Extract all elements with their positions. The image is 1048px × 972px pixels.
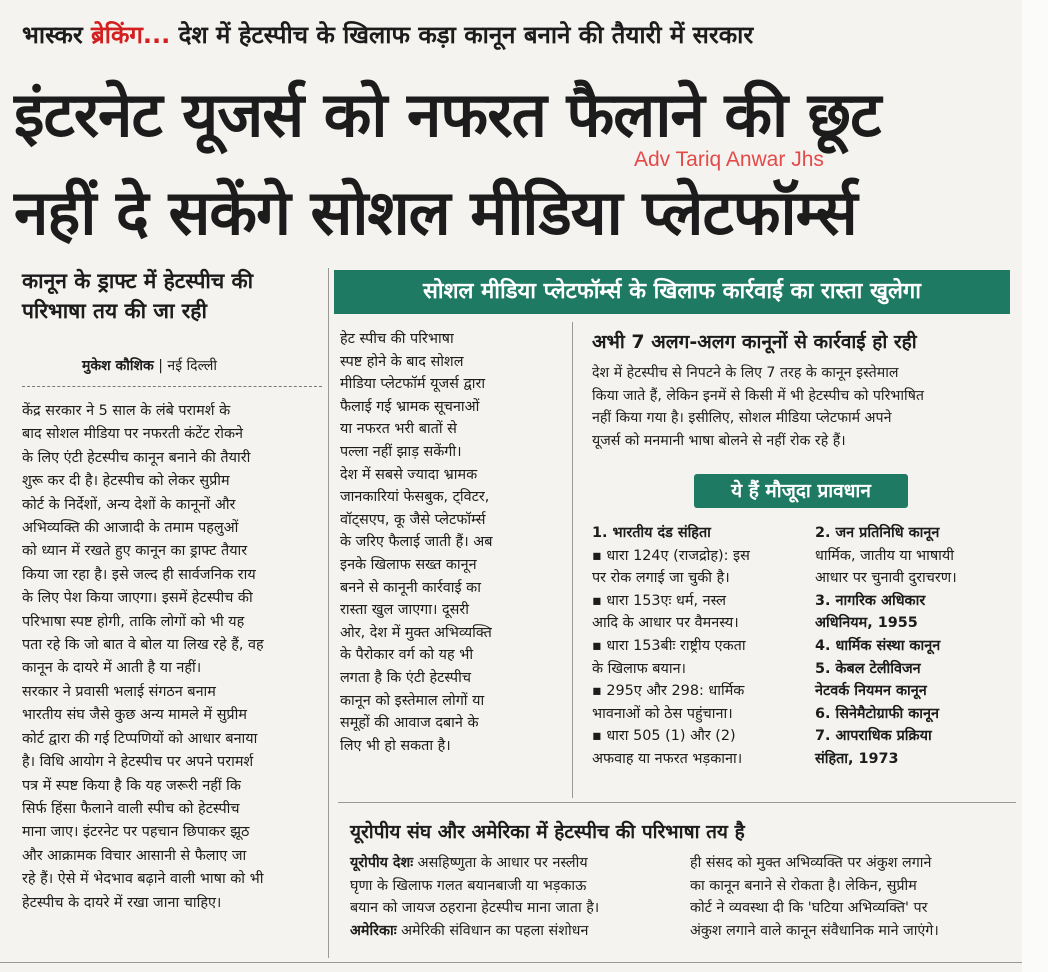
body-line: कोर्ट ने व्यवस्था दी कि 'घटिया अभिव्यक्ति' पर (690, 900, 928, 917)
breaking-label: ब्रेकिंग (91, 21, 143, 49)
body-line: के लिए पेश किया जाएगा। इसमें हेटस्पीच की (22, 590, 253, 607)
provision-item: ▪ धारा 124ए (राजद्रोह): इस (592, 547, 750, 564)
body-line: हेट स्पीच की परिभाषा (340, 331, 454, 347)
body-line: परिभाषा स्पष्ट होगी, ताकि लोगों को भी यह (22, 613, 245, 630)
line-text: बयान को जायज ठहराना हेटस्पीच माना जाता है। (350, 900, 600, 917)
provision-item: 5. केबल टेलीविजन (815, 660, 921, 677)
body-line: कोर्ट द्वारा की गई टिप्पणियों को आधार बनाया (22, 730, 258, 747)
provision-item: ▪ 295ए और 298: धार्मिक (592, 683, 745, 700)
column-divider-middle (572, 322, 573, 798)
body-line: या नफरत भरी बातों से (340, 421, 457, 438)
lead-label: यूरोपीय देशः (350, 855, 414, 871)
body-line: ही संसद को मुक्त अभिव्यक्ति पर अंकुश लगाने (690, 855, 932, 871)
body-line: अभिव्यक्ति की आजादी के तमाम पहलुओं (22, 520, 239, 537)
provision-item: ▪ धारा 505 (1) और (2) (592, 728, 736, 745)
line-text: असहिष्णुता के आधार पर नस्लीय (413, 855, 588, 871)
provision-item: 6. सिनेमैटोग्राफी कानून (815, 705, 939, 722)
provision-item: 7. आपराधिक प्रक्रिया (815, 728, 932, 745)
body-line: का कानून बनाने से रोकता है। लेकिन, सुप्रीम (690, 877, 917, 894)
page-bottom-rule (0, 962, 1022, 963)
kicker-text: देश में हेटस्पीच के खिलाफ कड़ा कानून बनाने की तैयारी में सरकार (178, 21, 754, 49)
provision-item: 3. नागरिक अधिकार (815, 592, 926, 609)
body-line: लगता है कि एंटी हेटस्पीच (340, 669, 471, 686)
body-line: के जरिए फैलाई जाती हैं। अब (340, 534, 493, 551)
body-line: नहीं किया गया है। इसीलिए, सोशल मीडिया प्लेटफार्म अपने (592, 410, 892, 427)
provisions-label: ये हैं मौजूदा प्रावधान (694, 474, 908, 508)
body-line: शुरू कर दी है। हेटस्पीच को लेकर सुप्रीम (22, 473, 230, 490)
body-line: लिए भी हो सकता है। (340, 737, 451, 754)
line-text: घृणा के खिलाफ गलत बयानबाजी या भड़काऊ (350, 877, 587, 894)
body-line: पल्ला नहीं झाड़ सकेंगी। (340, 443, 462, 460)
provision-item: संहिता, 1973 (815, 750, 899, 767)
provision-item: ▪ धारा 153बीः राष्ट्रीय एकता (592, 637, 746, 654)
dateline: नई दिल्ली (167, 358, 218, 374)
body-line: वॉट्सएप, कू जैसे प्लेटफॉर्म्स (340, 511, 486, 528)
body-line (350, 920, 680, 943)
body-line: समूहों की आवाज दबाने के (340, 715, 479, 732)
box-heading: अभी 7 अलग-अलग कानूनों से कार्रवाई हो रही (592, 331, 917, 353)
bottom-heading: यूरोपीय संघ और अमेरिका में हेटस्पीच की परिभाषा तय है (350, 821, 745, 843)
body-line: है। विधि आयोग ने हेटस्पीच पर अपने परामर्श (22, 754, 254, 771)
body-line: को ध्यान में रखते हुए कानून का ड्राफ्ट तैयार (22, 543, 248, 560)
body-line: भारतीय संघ जैसे कुछ अन्य मामले में सुप्रीम (22, 707, 247, 724)
provision-item: के खिलाफ बयान। (592, 660, 687, 677)
body-line: के पैरोकार वर्ग को यह भी (340, 647, 474, 664)
body-line: ओर, देश में मुक्त अभिव्यक्ति (340, 624, 492, 641)
provision-item: 4. धार्मिक संस्था कानून (815, 637, 941, 654)
body-line (350, 852, 680, 875)
body-line: बाद सोशल मीडिया पर नफरती कंटेंट रोकने (22, 426, 244, 443)
body-line: हेटस्पीच के दायरे में रखा जाना चाहिए। (22, 894, 222, 911)
body-line: पता रहे कि जो बात वे बोल या लिख रहे हैं, वह (22, 637, 264, 654)
left-column-body (22, 400, 320, 915)
body-line: अंकुश लगाने वाले कानून संवैधानिक माने जाएंगे। (690, 922, 939, 939)
body-line: फैलाई गई भ्रामक सूचनाओं (340, 398, 480, 415)
body-line: कानून के दायरे में आती है या नहीं। (22, 660, 202, 677)
body-line: किया जाते हैं, लेकिन इनमें से किसी में भी हेटस्पीच को परिभाषित (592, 387, 925, 404)
body-line: रहे हैं। ऐसे में भेदभाव बढ़ाने वाली भाषा को भी (22, 871, 264, 888)
body-line: जानकारियां फेसबुक, ट्विटर, (340, 489, 490, 506)
body-line: कोर्ट के निर्देशों, अन्य देशों के कानूनों और (22, 496, 236, 513)
body-line (350, 897, 680, 920)
page-edge (1022, 0, 1048, 972)
provision-item: आदि के आधार पर वैमनस्य। (592, 615, 739, 632)
body-line: यूजर्स को मनमानी भाषा बोलने से नहीं रोक रहे हैं। (592, 432, 846, 449)
headline-line-1: इंटरनेट यूजर्स को नफरत फैलाने की छूट (14, 78, 881, 151)
body-line: इनके खिलाफ सख्त कानून (340, 556, 477, 573)
provisions-list-left (592, 522, 804, 771)
body-line: देश में हेटस्पीच से निपटने के लिए 7 तरह के कानून इस्तेमाल (592, 365, 899, 381)
bottom-right-body (690, 852, 1014, 942)
body-line: माना जाए। इंटरनेट पर पहचान छिपाकर झूठ (22, 824, 250, 841)
provisions-list-right (815, 522, 1015, 771)
watermark: Adv Tariq Anwar Jhs (634, 148, 824, 171)
kicker-separator: ... (142, 21, 171, 49)
provision-item: अधिनियम, 1955 (815, 615, 918, 632)
body-line: कानून को इस्तेमाल लोगों या (340, 692, 485, 709)
headline-line-2: नहीं दे सकेंगे सोशल मीडिया प्लेटफॉर्म्स (14, 176, 857, 249)
provision-item: 2. जन प्रतिनिधि कानून (815, 525, 940, 541)
provision-item: धार्मिक, जातीय या भाषायी (815, 547, 954, 564)
byline-separator: | (158, 358, 163, 374)
body-line: और आक्रामक विचार आसानी से फैलाए जा (22, 847, 247, 864)
bottom-divider (338, 802, 1016, 803)
body-line: सरकार ने प्रवासी भलाई संगठन बनाम (22, 683, 216, 700)
author-name: मुकेश कौशिक (82, 358, 154, 374)
provision-item: नेटवर्क नियमन कानून (815, 683, 927, 700)
body-line: मीडिया प्लेटफॉर्म यूजर्स द्वारा (340, 376, 486, 393)
provision-item: आधार पर चुनावी दुराचरण। (815, 570, 957, 587)
bottom-left-body (350, 852, 680, 942)
brand-name: भास्कर (22, 21, 83, 49)
provision-item: 1. भारतीय दंड संहिता (592, 525, 711, 541)
body-line: केंद्र सरकार ने 5 साल के लंबे परामर्श के (22, 403, 231, 419)
body-line: के लिए एंटी हेटस्पीच कानून बनाने की तैयारी (22, 449, 251, 466)
byline (82, 356, 217, 375)
line-text: अमेरिकी संविधान का पहला संशोधन (396, 922, 589, 939)
middle-column-body (340, 328, 558, 757)
body-line (350, 875, 680, 898)
provision-item: भावनाओं को ठेस पहुंचाना। (592, 705, 733, 722)
lead-label: अमेरिकाः (350, 922, 397, 939)
provision-item: ▪ धारा 153एः धर्म, नस्ल (592, 592, 726, 609)
box-body (592, 362, 1012, 452)
body-line: स्पष्ट होने के बाद सोशल (340, 353, 464, 370)
column-divider-left (328, 268, 329, 958)
body-line: किया जा रहा है। इसे जल्द ही सार्वजनिक राय (22, 566, 256, 583)
kicker-line (22, 18, 753, 51)
provision-item: अफवाह या नफरत भड़काना। (592, 750, 743, 767)
body-line: बनने से कानूनी कार्रवाई का (340, 579, 481, 596)
section-banner: सोशल मीडिया प्लेटफॉर्म्स के खिलाफ कार्रवाई का रास्ता खुलेगा (334, 270, 1010, 314)
body-line: पत्र में स्पष्ट किया है कि यह जरूरी नहीं कि (22, 777, 241, 794)
body-line: देश में सबसे ज्यादा भ्रामक (340, 466, 478, 483)
byline-divider (22, 386, 322, 387)
body-line: रास्ता खुल जाएगा। दूसरी (340, 602, 470, 619)
body-line: सिर्फ हिंसा फैलाने वाली स्पीच को हेटस्पीच (22, 800, 240, 817)
provision-item: पर रोक लगाई जा चुकी है। (592, 570, 730, 587)
subheadline: कानून के ड्राफ्ट में हेटस्पीच की परिभाषा तय की जा रही (22, 269, 254, 323)
